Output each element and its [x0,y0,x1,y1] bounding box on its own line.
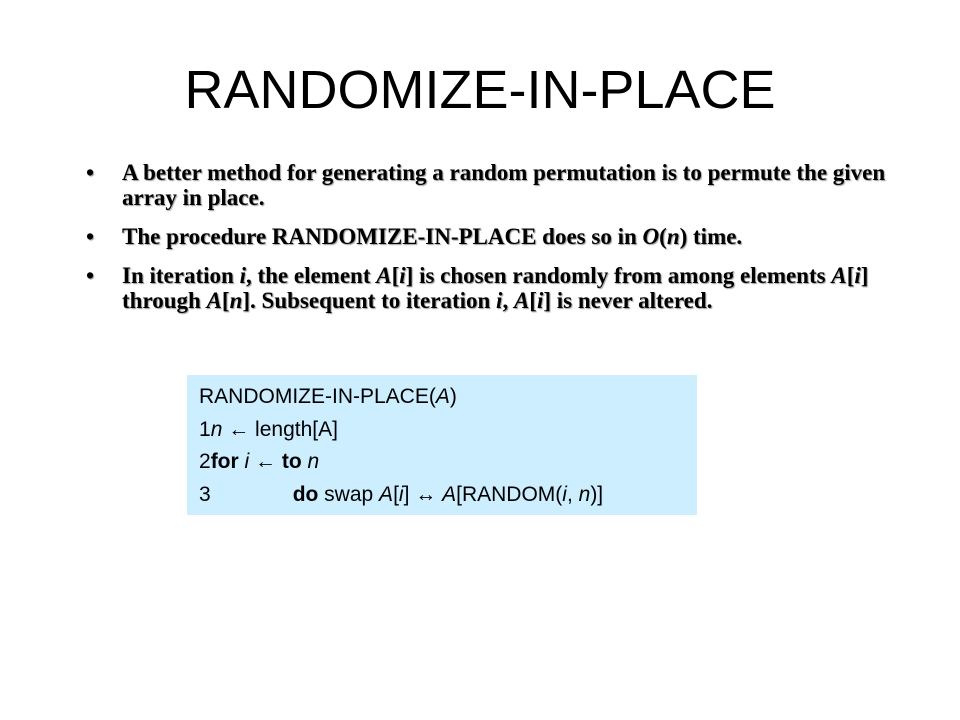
bullet-text: , [502,288,514,313]
code-text: swap [318,483,380,506]
variable-n: n [210,418,223,441]
variable-a: A [831,263,847,288]
code-line-2 [199,449,319,475]
bullet-text: ] is chosen randomly from among elements [405,263,832,288]
variable-a: A [435,385,450,408]
variable-i: i [854,263,861,288]
code-text: ← length[A] [222,418,338,441]
code-text: )] [590,483,604,506]
keyword-for: for [210,450,239,473]
variable-a: A [442,483,457,506]
big-o-symbol: O [642,224,660,249]
bullet-text: [ [221,288,230,313]
variable-i: i [536,288,544,313]
line-number: 2 [199,450,211,473]
bullet-item-3 [86,263,886,313]
bullet-text: The procedure RANDOMIZE-IN-PLACE does so in [122,224,643,249]
bullet-text: ]. Subsequent to iteration [242,288,497,313]
variable-a: A [376,263,392,288]
code-line-1 [199,417,338,443]
bullet-text: , the element [245,263,377,288]
bullet-text: A better method for generating a random permutation is to permute the given array in place. [122,160,886,210]
slide-title: RANDOMIZE-IN-PLACE [184,60,776,120]
code-text: ] ↔ [403,483,443,506]
bullet-text: [ [391,263,400,288]
variable-i: i [496,288,503,313]
line-number: 3 [199,483,211,506]
code-line-header [199,384,457,410]
code-text: [ [393,483,399,506]
bullet-marker: • [86,224,95,249]
bullet-marker: • [86,160,95,185]
variable-a: A [379,483,394,506]
variable-i: i [399,263,406,288]
bullet-item-1 [86,160,886,210]
variable-i: i [239,263,246,288]
code-text: [RANDOM( [456,483,563,506]
code-text: , [566,483,579,506]
bullet-item-2 [86,224,886,249]
variable-a: A [206,288,222,313]
variable-n: n [578,483,591,506]
code-text: ← [249,450,282,473]
bullet-text: [ [529,288,537,313]
variable-n: n [307,450,320,473]
bullet-marker: • [86,263,95,288]
bullet-text: ( [659,224,667,249]
variable-i: i [562,483,567,506]
variable-n: n [229,288,243,313]
bullet-list [86,160,886,327]
variable-i: i [244,450,250,473]
keyword-to: to [281,450,302,473]
variable-i: i [398,483,404,506]
code-text: ) [449,385,457,408]
bullet-text: [ [846,263,855,288]
line-number: 1 [199,418,211,441]
bullet-text: In iteration [122,263,240,288]
variable-a: A [513,288,530,313]
code-line-3 [199,482,603,508]
variable-n: n [666,224,680,249]
bullet-text: ] through [122,263,869,313]
bullet-text: ) time. [679,224,743,249]
pseudocode-box [187,375,697,515]
keyword-do: do [292,483,319,506]
procedure-name: RANDOMIZE-IN-PLACE( [199,385,436,408]
bullet-text: ] is never altered. [543,288,713,313]
